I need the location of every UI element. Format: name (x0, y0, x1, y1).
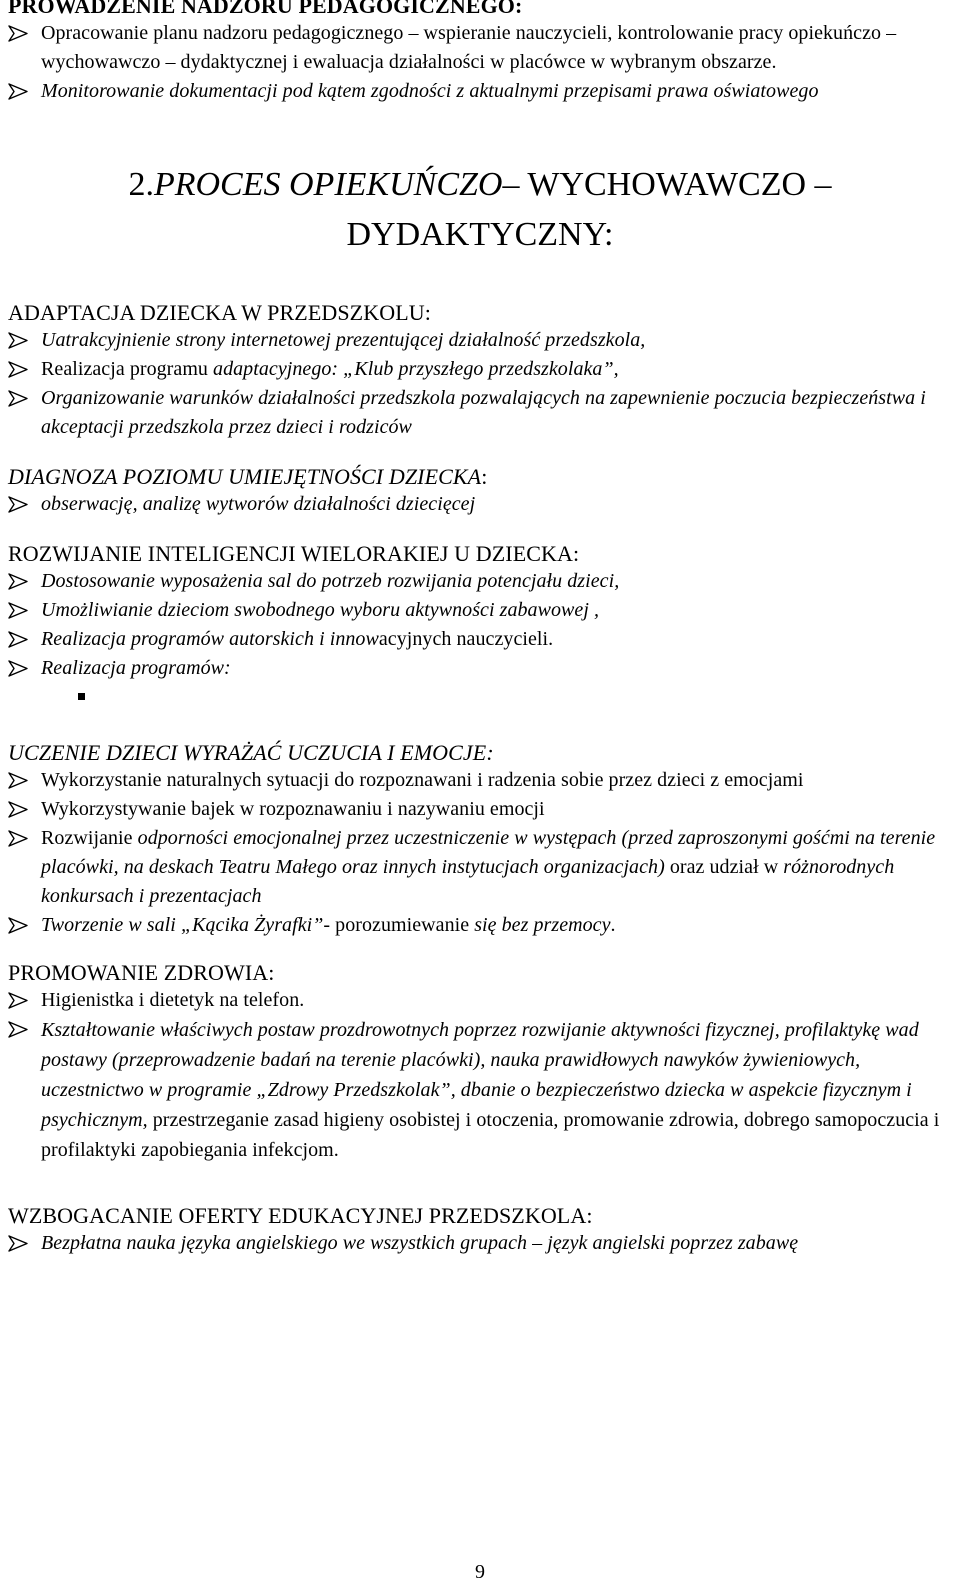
section-heading-inteligencja: ROZWIJANIE INTELIGENCJI WIELORAKIEJ U DZIECKA: (8, 541, 580, 566)
arrow-bullet-icon (8, 795, 32, 824)
item-text: oraz udział w (664, 856, 784, 878)
main-title-italic: PROCES OPIEKUŃCZO (153, 166, 503, 203)
section-heading-nadzor: PROWADZENIE NADZORU PEDAGOGICZNEGO: (8, 0, 523, 18)
list-item (8, 1015, 952, 1165)
arrow-bullet-icon (8, 384, 32, 413)
document-page (8, 0, 952, 1258)
list-item (8, 766, 952, 795)
arrow-bullet-icon (8, 824, 32, 853)
item-text: Wykorzystywanie bajek w rozpoznawaniu i nazywaniu emocji (41, 798, 545, 820)
arrow-bullet-icon (8, 1015, 32, 1044)
list-item (8, 654, 952, 683)
list-item (8, 911, 952, 940)
list-item (8, 355, 952, 384)
item-text: acyjnych nauczycieli. (378, 628, 554, 650)
list-emocje (8, 766, 952, 940)
item-text: się bez przemocy (474, 914, 611, 936)
list-nadzor (8, 19, 952, 106)
list-item (8, 824, 952, 911)
arrow-bullet-icon (8, 1229, 32, 1258)
list-item (8, 625, 952, 654)
list-adaptacja (8, 326, 952, 442)
arrow-bullet-icon (8, 567, 32, 596)
item-text: Bezpłatna nauka języka angielskiego we wszystkich grupach – język angielski poprzez zabawę (41, 1232, 799, 1254)
arrow-bullet-icon (8, 654, 32, 683)
item-text: Umożliwianie dzieciom swobodnego wyboru aktywności zabawowej , (41, 599, 600, 621)
arrow-bullet-icon (8, 77, 32, 106)
list-oferta (8, 1229, 952, 1258)
arrow-bullet-icon (8, 490, 32, 519)
arrow-bullet-icon (8, 625, 32, 654)
arrow-bullet-icon (8, 596, 32, 625)
arrow-bullet-icon (8, 986, 32, 1015)
item-text: przestrzeganie zasad higieny osobistej i otoczenia, promowanie zdrowia, dobrego samopoczucia i profilaktyki zapobiegania infekcjom. (41, 1109, 940, 1161)
item-text: Higienistka i dietetyk na telefon. (41, 989, 305, 1011)
heading-colon: : (481, 464, 488, 489)
section-heading-emocje: UCZENIE DZIECI WYRAŻAĆ UCZUCIA I EMOCJE: (8, 740, 494, 765)
section-heading-diagnoza (8, 464, 952, 490)
square-bullet-icon (78, 693, 85, 700)
item-text: Realizacja programów: (41, 657, 231, 679)
item-text: odporności emocjonalnej przez uczestniczenie w występach (przed zaproszonymi gośćmi na terenie placówki, na deskach Teatru Małego oraz innych instytucjach organizacjach) (41, 827, 936, 878)
arrow-bullet-icon (8, 355, 32, 384)
main-title-number: 2. (128, 166, 154, 203)
item-text: Monitorowanie dokumentacji pod kątem zgodności z aktualnymi przepisami prawa oświatowego (41, 80, 819, 102)
item-text: różnorodnych konkursach i prezentacjach (41, 856, 895, 907)
item-text: obserwację, analizę wytworów działalności dziecięcej (41, 493, 476, 515)
list-item (8, 326, 952, 355)
item-text: Opracowanie planu nadzoru pedagogicznego – wspieranie nauczycieli, kontrolowanie pracy opiekuńczo – wychowawczo – dydaktycznej i ewaluacja działalności w placówce w wybranym obszarze. (41, 22, 897, 73)
item-text: Dostosowanie wyposażenia sal do potrzeb rozwijania potencjału dzieci, (41, 570, 620, 592)
item-text: . (610, 914, 616, 936)
list-zdrowie (8, 986, 952, 1165)
main-title-rest: – WYCHOWAWCZO – (502, 166, 832, 203)
item-text: Rozwijanie (41, 827, 138, 849)
list-item (8, 77, 952, 106)
list-item (8, 384, 952, 442)
arrow-bullet-icon (8, 911, 32, 940)
arrow-bullet-icon (8, 19, 32, 48)
section-heading-adaptacja: ADAPTACJA DZIECKA W PRZEDSZKOLU: (8, 300, 431, 325)
item-text: Kształtowanie właściwych postaw prozdrowotnych poprzez rozwijanie aktywności fizycznej, profilaktykę wad postawy (przeprowadzenie badań na terenie placówki), nauka prawidłowych nawyków żywieniowych, uczestnictwo w programie „Zdrowy Przedszkolak”, dbanie o bezpieczeństwo dziecka w aspekcie fizycznym i psychicznym, (41, 1019, 919, 1131)
section-heading-oferta: WZBOGACANIE OFERTY EDUKACYJNEJ PRZEDSZKOLA: (8, 1203, 593, 1228)
item-text: Uatrakcyjnienie strony internetowej prezentującej działalność przedszkola, (41, 329, 646, 351)
item-text: adaptacyjnego: „Klub przyszłego przedszkolaka”, (213, 358, 619, 380)
item-text: Realizacja programów autorskich i innow (41, 628, 379, 650)
list-item (8, 567, 952, 596)
page-number: 9 (475, 1561, 485, 1583)
item-text: Realizacja programu (41, 358, 214, 380)
item-text: Organizowanie warunków działalności przedszkola pozwalających na zapewnienie poczucia bezpieczeństwa i akceptacji przedszkola przez dzieci i rodziców (41, 387, 926, 438)
list-item (8, 19, 952, 77)
section-heading-zdrowie: PROMOWANIE ZDROWIA: (8, 960, 275, 985)
main-title-line2: DYDAKTYCZNY: (346, 216, 614, 253)
list-item (8, 795, 952, 824)
main-title (8, 160, 952, 260)
list-item (8, 596, 952, 625)
arrow-bullet-icon (8, 326, 32, 355)
arrow-bullet-icon (8, 766, 32, 795)
list-item (8, 490, 952, 519)
list-diagnoza (8, 490, 952, 519)
list-inteligencja (8, 567, 952, 683)
heading-text: DIAGNOZA POZIOMU UMIEJĘTNOŚCI DZIECKA (8, 464, 482, 489)
list-item (8, 986, 952, 1015)
item-text: - porozumiewanie (323, 914, 475, 936)
item-text: Wykorzystanie naturalnych sytuacji do rozpoznawani i radzenia sobie przez dzieci z emocjami (41, 769, 804, 791)
item-text: Tworzenie w sali „Kącika Żyrafki” (41, 914, 324, 936)
list-item (8, 1229, 952, 1258)
